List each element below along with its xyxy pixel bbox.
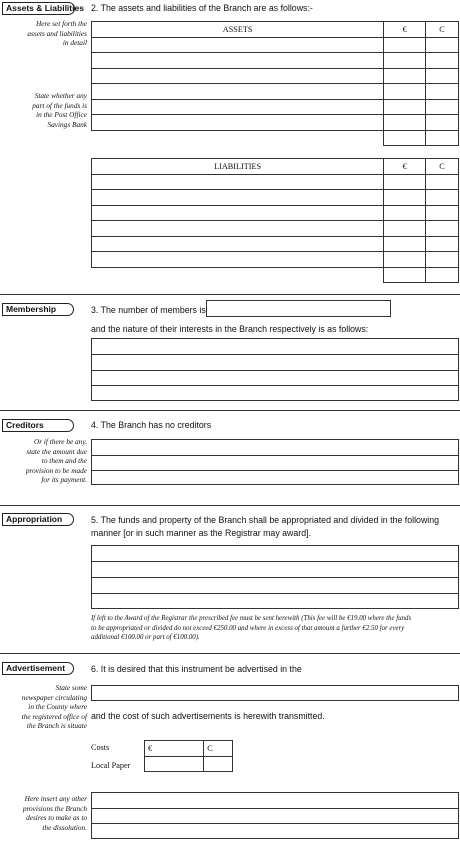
local-paper-cent-cell[interactable] [204, 756, 233, 772]
euro-header: € [384, 159, 426, 175]
section-divider [0, 410, 460, 411]
creditors-heading: 4. The Branch has no creditors [91, 420, 212, 430]
member-count-field[interactable] [206, 300, 391, 317]
liabilities-row[interactable] [92, 205, 459, 221]
assets-liabilities-tag: Assets & Liabilities [2, 2, 75, 15]
liabilities-header: LIABILITIES [92, 159, 384, 175]
costs-label: Costs [91, 743, 110, 752]
section-divider [0, 505, 460, 506]
costs-cent-cell[interactable]: C [204, 741, 233, 757]
appropriation-line2: manner [or in such manner as the Registrar may award]. [91, 528, 312, 538]
advertisement-note: State some newspaper circulating in the County where the registered office of the Branch is situate [21, 683, 87, 730]
liabilities-row[interactable] [92, 252, 459, 268]
liabilities-row[interactable] [92, 190, 459, 206]
assets-table [91, 21, 459, 146]
assets-heading: 2. The assets and liabilities of the Branch are as follows:- [91, 3, 313, 13]
post-office-note: State whether any part of the funds is in the Post Office Savings Bank [32, 91, 87, 129]
liabilities-row[interactable] [92, 221, 459, 237]
local-paper-euro-cell[interactable] [145, 756, 204, 772]
assets-row[interactable] [92, 68, 459, 84]
creditors-field[interactable] [91, 439, 459, 485]
liabilities-total-row[interactable] [92, 267, 459, 283]
creditors-tag: Creditors [2, 419, 74, 432]
membership-count-label: 3. The number of members is [91, 305, 206, 315]
local-paper-label: Local Paper [91, 761, 131, 770]
registrar-fee-note: If left to the Award of the Registrar the prescribed fee must be sent herewith (This fee will be €19.00 where the funds to be appropriated or divided do not exceed €250.00 and where in excess of that amount a further €2.50 for every additional €100.00 or part of €100.00). [91, 615, 412, 642]
liabilities-table [91, 158, 459, 283]
liabilities-row[interactable] [92, 236, 459, 252]
creditors-note: Or if there be any, state the amount due to them and the provision to be made for its payment. [25, 437, 87, 484]
assets-detail-note: Here set forth the assets and liabilities in detail [27, 19, 87, 47]
advertisement-tag: Advertisement [2, 662, 74, 675]
appropriation-line1: 5. The funds and property of the Branch shall be appropriated and divided in the following [91, 515, 440, 525]
assets-header: ASSETS [92, 22, 384, 38]
appropriation-tag: Appropriation [2, 513, 74, 526]
other-provisions-field[interactable] [91, 792, 459, 839]
advertisement-line2: and the cost of such advertisements is herewith transmitted. [91, 711, 325, 721]
cent-header: C [426, 22, 459, 38]
appropriation-field[interactable] [91, 545, 459, 609]
newspaper-field[interactable] [91, 685, 459, 701]
liabilities-row[interactable] [92, 174, 459, 190]
other-provisions-note: Here insert any other provisions the Branch desires to make as to the dissolution. [22, 794, 87, 832]
section-divider [0, 653, 460, 654]
assets-row[interactable] [92, 99, 459, 115]
costs-table [144, 740, 233, 772]
assets-row[interactable] [92, 53, 459, 69]
membership-interests-field[interactable] [91, 338, 459, 401]
assets-row[interactable] [92, 115, 459, 131]
membership-interests-label: and the nature of their interests in the Branch respectively is as follows: [91, 324, 369, 334]
membership-tag: Membership [2, 303, 74, 316]
assets-row[interactable] [92, 84, 459, 100]
assets-row[interactable] [92, 37, 459, 53]
euro-header: € [384, 22, 426, 38]
costs-euro-cell[interactable]: € [145, 741, 204, 757]
assets-total-row[interactable] [92, 130, 459, 146]
cent-header: C [426, 159, 459, 175]
advertisement-line1: 6. It is desired that this instrument be advertised in the [91, 664, 302, 674]
section-divider [0, 294, 460, 295]
